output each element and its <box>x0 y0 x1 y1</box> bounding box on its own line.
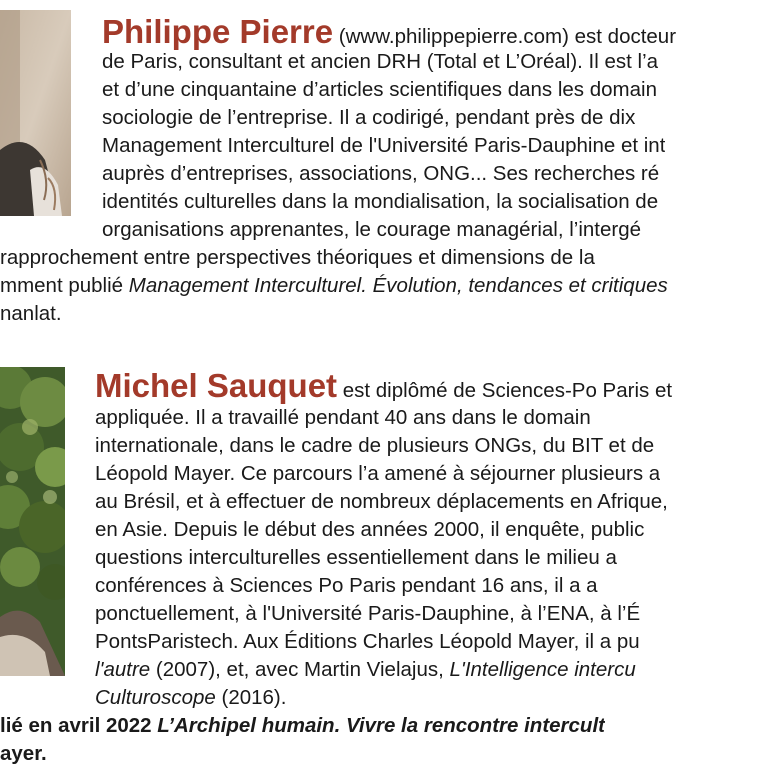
bio1-line-10: mment publié Management Interculturel. Évolution, tendances et critiques <box>0 274 668 297</box>
bio2-line-10: PontsParistech. Aux Éditions Charles Léopold Mayer, il a pu <box>95 630 640 653</box>
bio2-line-1 <box>95 366 672 406</box>
bio1-intro: (www.philippepierre.com) est docteur <box>333 25 677 48</box>
bio2-closing-line-1: lié en avril 2022 L’Archipel humain. Vivre la rencontre intercult <box>0 714 605 737</box>
book-title-l-autre: l'autre <box>95 658 151 681</box>
bio1-name: Philippe Pierre <box>102 13 334 50</box>
bio2-line-12: Culturoscope (2016). <box>95 686 287 709</box>
bio2-line-4: Léopold Mayer. Ce parcours l’a amené à séjourner plusieurs a <box>95 462 661 485</box>
bio2-line-7: questions interculturelles essentiellement dans le milieu a <box>95 546 617 569</box>
bio2-line-2: appliquée. Il a travaillé pendant 40 ans dans le domain <box>95 406 591 429</box>
bio1-line-5: Management Interculturel de l'Université Paris-Dauphine et int <box>102 134 666 157</box>
bio1-line-4: sociologie de l’entreprise. Il a codirigé, pendant près de dix <box>102 106 636 129</box>
book-title-culturoscope: Culturoscope <box>95 686 216 709</box>
bio2-line-11: l'autre (2007), et, avec Martin Vielajus, L'Intelligence intercu <box>95 658 636 681</box>
bio1-line-6: auprès d’entreprises, associations, ONG... Ses recherches ré <box>102 162 660 185</box>
bio2-line-5: au Brésil, et à effectuer de nombreux déplacements en Afrique, <box>95 490 668 513</box>
portrait-photo-philippe-pierre <box>0 10 71 216</box>
book-title-archipel-humain: L’Archipel humain. Vivre la rencontre intercult <box>157 714 605 737</box>
bio1-line-7: identités culturelles dans la mondialisation, la socialisation de <box>102 190 659 213</box>
bio1-line-1 <box>102 12 676 52</box>
bio1-line-11: nanlat. <box>0 302 62 325</box>
bio2-line-3: internationale, dans le cadre de plusieurs ONGs, du BIT et de <box>95 434 655 457</box>
bio2-line-8: conférences à Sciences Po Paris pendant 16 ans, il a a <box>95 574 598 597</box>
book-title-intelligence-interculturelle: L'Intelligence intercu <box>449 658 636 681</box>
bio1-line-3: et d’une cinquantaine d’articles scientifiques dans les domain <box>102 78 657 101</box>
bio2-intro: est diplômé de Sciences-Po Paris et <box>337 379 673 402</box>
bio2-line-9: ponctuellement, à l'Université Paris-Dauphine, à l’ENA, à l’É <box>95 602 641 625</box>
bio2-name: Michel Sauquet <box>95 367 338 404</box>
bio2-closing-line-2: ayer. <box>0 742 47 765</box>
bio1-line-2: de Paris, consultant et ancien DRH (Total et L’Oréal). Il est l’a <box>102 50 659 73</box>
bio2-line-6: en Asie. Depuis le début des années 2000, il enquête, public <box>95 518 645 541</box>
bio1-line-8: organisations apprenantes, le courage managérial, l’intergé <box>102 218 642 241</box>
portrait-photo-michel-sauquet <box>0 367 65 676</box>
book-title-management-interculturel: Management Interculturel. Évolution, tendances et critiques <box>128 274 668 297</box>
bio1-line-9: rapprochement entre perspectives théoriques et dimensions de la <box>0 246 595 269</box>
